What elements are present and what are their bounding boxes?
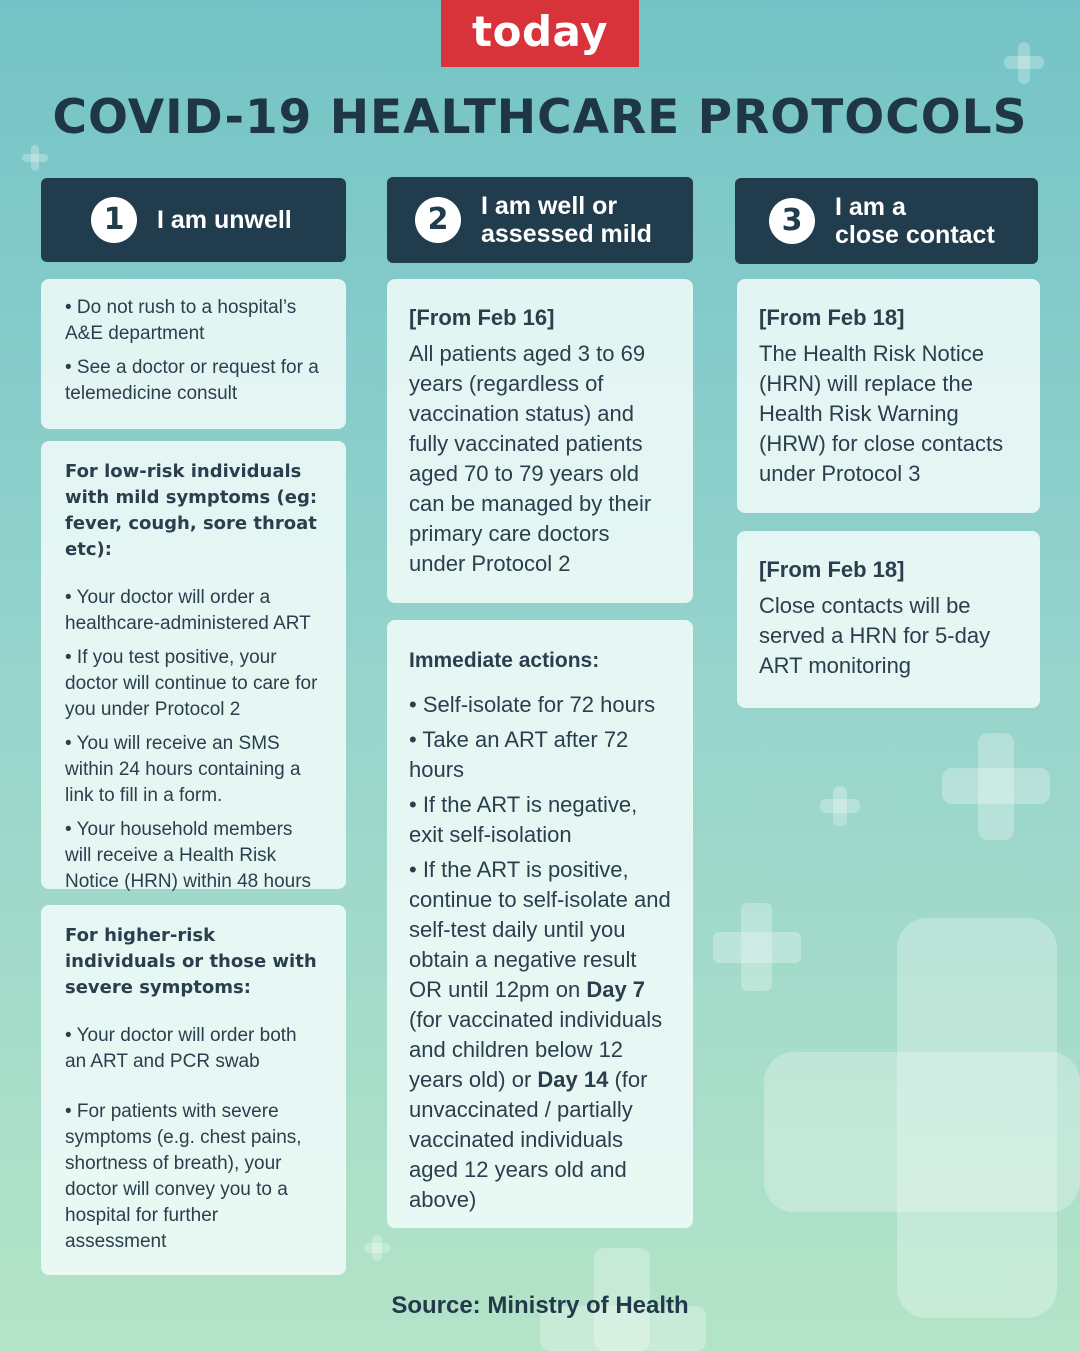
list-item: • See a doctor or request for a telemedicine consult (65, 357, 319, 404)
decorative-cross-icon (364, 1243, 390, 1253)
list-item: • If you test positive, your doctor will continue to care for you under Protocol 2 (65, 647, 318, 720)
decorative-cross-icon (764, 1052, 1080, 1212)
card-heading: For low-risk individuals with mild symptoms (eg: fever, cough, sore throat etc): (65, 461, 318, 560)
info-card-hrn-replace (737, 279, 1040, 513)
info-card-low-risk (41, 441, 346, 892)
list-item: • Your doctor will order a healthcare-administered ART (65, 587, 311, 634)
decorative-cross-icon (820, 799, 860, 813)
list-item: • If the ART is positive, continue to self-isolate and self-test daily until you obtain a negative result OR until 12pm on Day 7 (for vaccinated individuals and children below 12 years old) or Day 14 (for unvaccinated / partially vaccinated individuals aged 12 years old and above) (409, 857, 671, 1212)
card-body: Close contacts will be served a HRN for 5-day ART monitoring (759, 593, 991, 678)
decorative-cross-icon (942, 768, 1050, 804)
number-badge: 2 (415, 197, 461, 243)
list-item: • Self-isolate for 72 hours (409, 692, 656, 717)
list-item: • You will receive an SMS within 24 hours containing a link to fill in a form. (65, 733, 301, 806)
decorative-cross-icon (22, 154, 48, 162)
card-heading: Immediate actions: (409, 649, 600, 672)
date-label: [From Feb 16] (409, 305, 555, 330)
list-item: • Take an ART after 72 hours (409, 727, 629, 782)
card-body: The Health Risk Notice (HRN) will replace the Health Risk Warning (HRW) for close contacts under Protocol 3 (759, 341, 1004, 486)
date-label: [From Feb 18] (759, 557, 905, 582)
decorative-cross-icon (1004, 56, 1044, 69)
card-heading: For higher-risk individuals or those with severe symptoms: (65, 925, 317, 998)
date-label: [From Feb 18] (759, 305, 905, 330)
list-item: • Your household members will receive a Health Risk Notice (HRN) within 48 hours (65, 819, 312, 892)
info-card-general (41, 279, 346, 429)
today-logo: today (441, 0, 639, 67)
number-badge: 1 (91, 197, 137, 243)
column-heading: I am a close contact (835, 193, 995, 249)
list-item: • For patients with severe symptoms (e.g. chest pains, shortness of breath), your doctor will convey you to a hospital for further assessment (65, 1101, 302, 1252)
decorative-cross-icon (713, 932, 801, 963)
column-header-well-mild (387, 177, 693, 263)
card-body: All patients aged 3 to 69 years (regardless of vaccination status) and fully vaccinated patients aged 70 to 79 years old can be managed by their primary care doctors under Protocol 2 (409, 341, 652, 576)
info-card-hrn-monitoring (737, 531, 1040, 708)
info-card-immediate-actions (387, 620, 693, 1228)
day-7-label: Day 7 (586, 977, 646, 1002)
column-header-unwell (41, 178, 346, 262)
page-title: COVID-19 HEALTHCARE PROTOCOLS (52, 90, 1028, 145)
column-heading: I am unwell (157, 206, 292, 234)
column-header-close-contact (735, 178, 1038, 264)
source-credit: Source: Ministry of Health (391, 1292, 689, 1319)
list-item: • Your doctor will order both an ART and PCR swab (65, 1025, 297, 1072)
number-badge: 3 (769, 198, 815, 244)
day-14-label: Day 14 (537, 1067, 609, 1092)
info-card-feb16 (387, 279, 693, 603)
list-item: • If the ART is negative, exit self-isolation (409, 792, 638, 847)
column-heading: I am well or assessed mild (481, 192, 652, 248)
list-item: • Do not rush to a hospital’s A&E department (65, 297, 297, 344)
info-card-higher-risk (41, 905, 346, 1275)
